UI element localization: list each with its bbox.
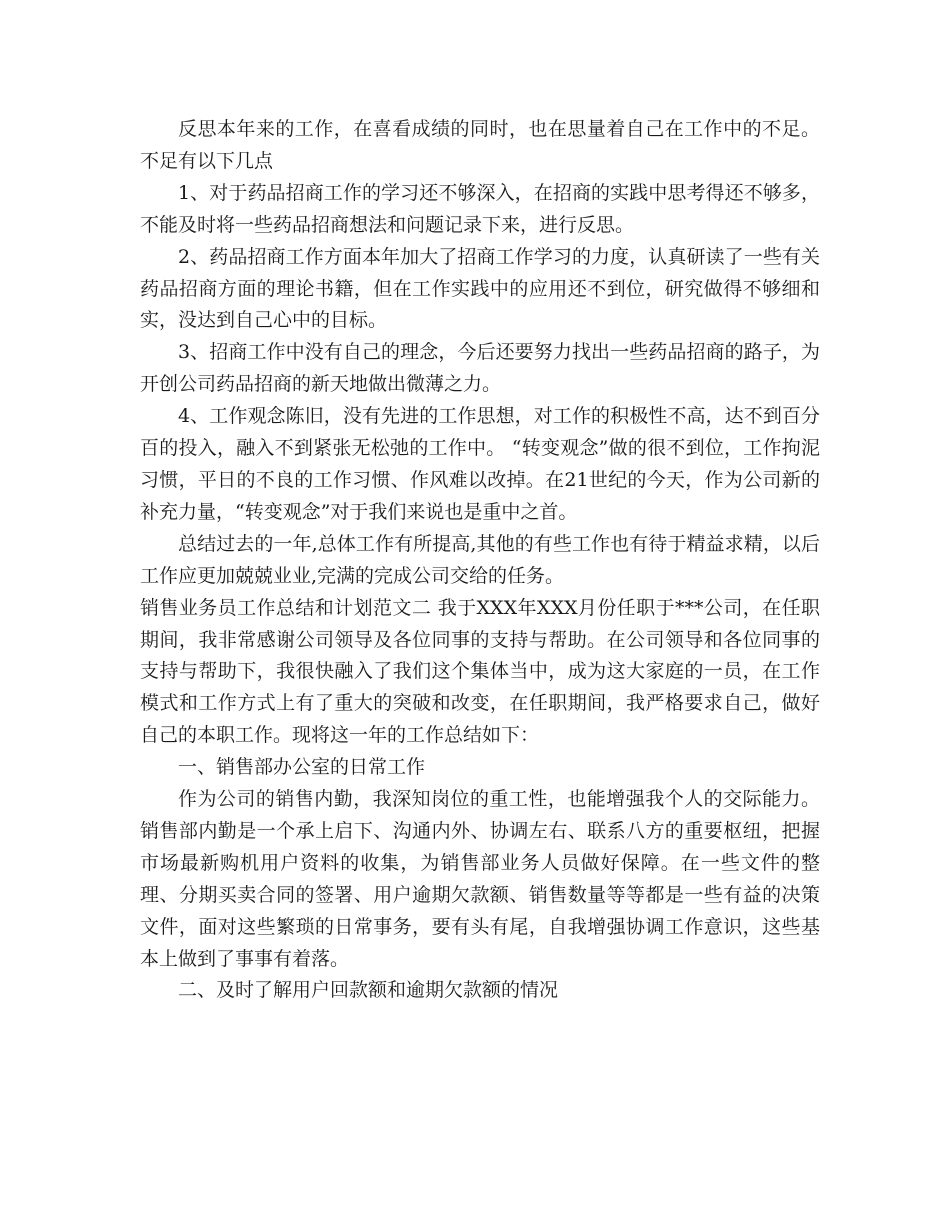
document-body <box>140 114 820 1007</box>
paragraph-shortcoming-4: 4、工作观念陈旧，没有先进的工作思想，对工作的积极性不高，达不到百分百的投入，融入不到紧张无松弛的工作中。 “转变观念”做的很不到位，工作拘泥习惯，平日的不良的工作习惯、作风难以改掉。在21世纪的今天，作为公司新的补充力量，“转变观念”对于我们来说也是重中之首。 <box>140 405 820 523</box>
paragraph-office-work: 作为公司的销售内勤，我深知岗位的重工性，也能增强我个人的交际能力。销售部内勤是一个承上启下、沟通内外、协调左右、联系八方的重要枢纽，把握市场最新购机用户资料的收集，为销售部业务人员做好保障。在一些文件的整理、分期买卖合同的签署、用户逾期欠款额、销售数量等等都是一些有益的决策文件，面对这些繁琐的日常事务，要有头有尾，自我增强协调工作意识，这些基本上做到了事事有着落。 <box>140 788 820 970</box>
paragraph-shortcoming-2: 2、药品招商工作方面本年加大了招商工作学习的力度，认真研读了一些有关药品招商方面的理论书籍，但在工作实践中的应用还不到位，研究做得不够细和实，没达到自己心中的目标。 <box>140 245 820 332</box>
paragraph-reflection-intro: 反思本年来的工作，在喜看成绩的同时，也在思量着自己在工作中的不足。不足有以下几点 <box>140 118 820 172</box>
section-heading-office-work: 一、销售部办公室的日常工作 <box>178 756 426 779</box>
paragraph-shortcoming-1: 1、对于药品招商工作的学习还不够深入，在招商的实践中思考得还不够多，不能及时将一些药品招商想法和问题记录下来，进行反思。 <box>140 181 820 236</box>
section-heading-payments: 二、及时了解用户回款额和逾期欠款额的情况 <box>178 979 559 1002</box>
paragraph-summary: 总结过去的一年,总体工作有所提高,其他的有些工作也有待于精益求精，以后工作应更加兢兢业业,完满的完成公司交给的任务。 <box>140 532 820 587</box>
paragraph-shortcoming-3: 3、招商工作中没有自己的理念，今后还要努力找出一些药品招商的路子，为开创公司药品招商的新天地做出微薄之力。 <box>140 341 820 396</box>
paragraph-sample-two-intro: 销售业务员工作总结和计划范文二 我于XXX年XXX月份任职于***公司，在任职期间，我非常感谢公司领导及各位同事的支持与帮助。在公司领导和各位同事的支持与帮助下，我很快融入了我们这个集体当中，成为这大家庭的一员，在工作模式和工作方式上有了重大的突破和改变，在任职期间，我严格要求自己，做好自己的本职工作。现将这一年的工作总结如下： <box>140 596 820 747</box>
